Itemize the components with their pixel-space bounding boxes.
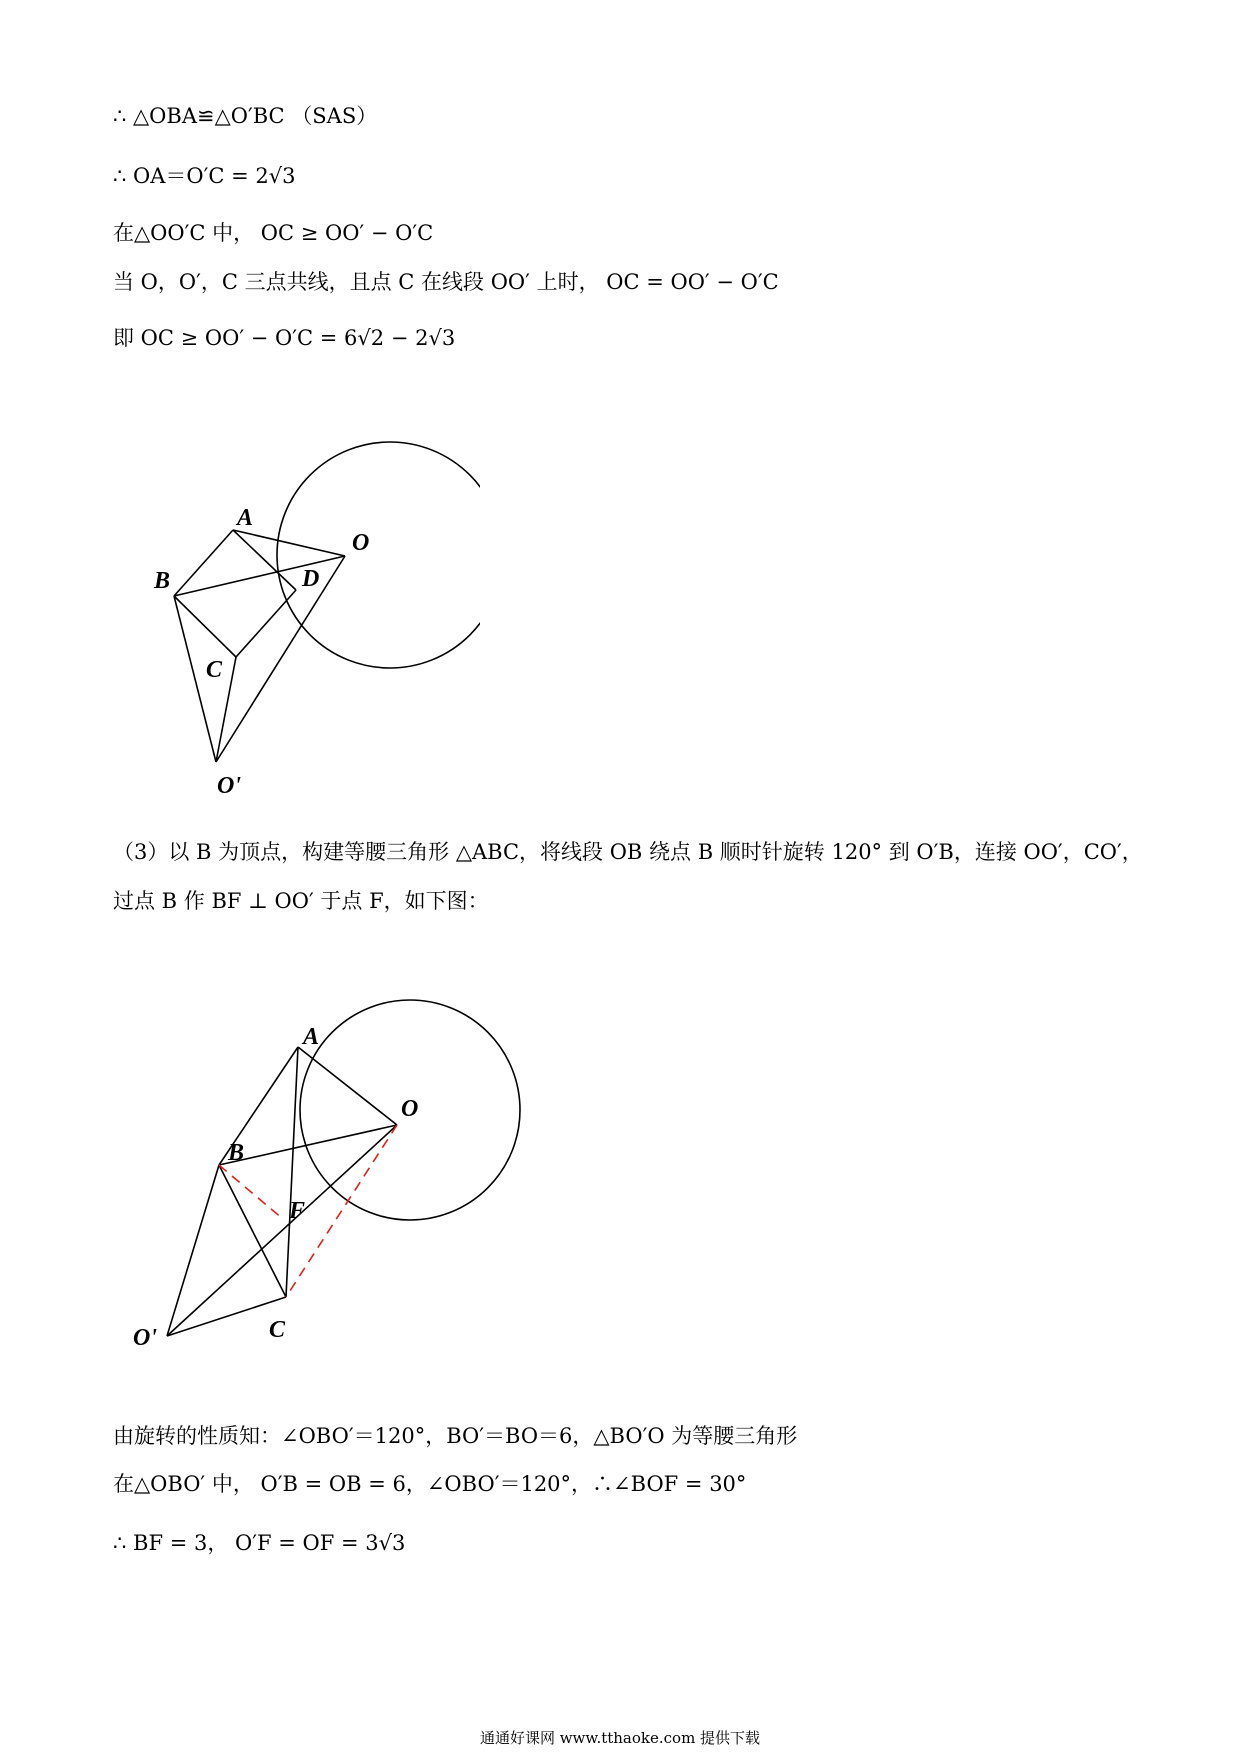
segment-AC — [286, 1047, 298, 1297]
figure-2-diagram — [130, 990, 530, 1355]
label-F: F — [289, 1198, 306, 1224]
label-A: A — [237, 505, 254, 531]
triangle-angle-line: 在△OBO′ 中， O′B = OB = 6，∠OBO′＝120°，∴∠BOF = 30° — [113, 1472, 747, 1496]
rotation-property-line: 由旋转的性质知：∠OBO′＝120°，BO′＝BO＝6，△BO′O 为等腰三角形 — [113, 1424, 798, 1448]
proof-line-minimum-value: 即 OC ≥ OO′ − O′C = 6√2 − 2√3 — [113, 326, 456, 350]
segment-BC — [174, 596, 236, 657]
segment-AD — [233, 530, 296, 590]
segment-AO — [233, 530, 345, 556]
segment-BOp — [167, 1165, 219, 1336]
footer-source-note: 通通好课网 www.tthaoke.com 提供下载 — [479, 1729, 761, 1747]
label-C: C — [206, 657, 223, 683]
segment-OOp — [167, 1125, 397, 1336]
label-D: D — [302, 566, 320, 592]
part3-construction-line: （3）以 B 为顶点，构建等腰三角形 △ABC，将线段 OB 绕点 B 顺时针旋转 120° 到 O′B，连接 OO′，CO′， — [113, 840, 1143, 864]
label-B: B — [154, 568, 171, 594]
segment-BO — [174, 556, 345, 596]
figure-1-circle — [277, 442, 480, 668]
label-O-prime: O' — [217, 773, 241, 799]
segment-AO — [298, 1047, 397, 1125]
proof-line-oa-length: ∴ OA＝O′C = 2√3 — [113, 164, 296, 188]
label-B: B — [228, 1140, 245, 1166]
proof-line-triangle-inequality: 在△OO′C 中， OC ≥ OO′ − O′C — [113, 221, 434, 245]
dashed-BF — [219, 1165, 283, 1219]
label-O: O — [352, 530, 370, 556]
proof-line-congruence: ∴ △OBA≌△O′BC （SAS） — [113, 104, 378, 128]
segment-BO — [219, 1125, 397, 1165]
segment-AB — [174, 530, 233, 596]
proof-line-collinear-condition: 当 O，O′，C 三点共线，且点 C 在线段 OO′ 上时， OC = OO′ − O′C — [113, 270, 779, 294]
segment-CD — [236, 590, 296, 657]
label-C: C — [269, 1317, 286, 1343]
label-A: A — [303, 1024, 320, 1050]
label-O: O — [401, 1096, 419, 1122]
segment-BC — [219, 1165, 286, 1297]
label-O-prime: O' — [133, 1325, 157, 1351]
bf-length-line: ∴ BF = 3， O′F = OF = 3√3 — [113, 1531, 406, 1555]
part3-perpendicular-line: 过点 B 作 BF ⊥ OO′ 于点 F，如下图： — [113, 889, 489, 913]
figure-1-diagram — [140, 420, 480, 810]
